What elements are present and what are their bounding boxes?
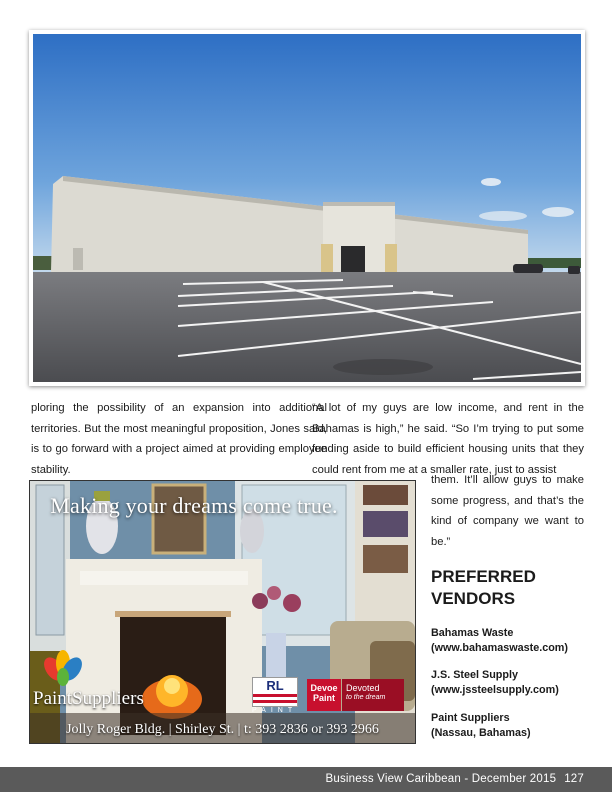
paint-suppliers-name: PaintSuppliers bbox=[33, 688, 144, 709]
devoted-label: Devoted bbox=[346, 683, 380, 693]
vendor-paint-suppliers bbox=[431, 711, 531, 741]
page-footer bbox=[0, 767, 612, 792]
paint-suppliers-logo-icon bbox=[40, 649, 86, 687]
warehouse-photo bbox=[33, 34, 581, 382]
rl-paint-subtext: PAINT bbox=[252, 707, 298, 714]
publication-name: Business View Caribbean - December 2015 bbox=[325, 773, 557, 785]
ad-address-line: Jolly Roger Bldg. | Shirley St. | t: 393 2836 or 393 2966 bbox=[66, 722, 379, 737]
ad-headline: Making your dreams come true. bbox=[50, 493, 338, 518]
vendors-heading-line-1: PREFERRED bbox=[431, 567, 536, 586]
article-column-2-continued: them. It’ll allow guys to make some progress, and that’s the kind of company we want to be.” bbox=[431, 474, 584, 548]
warehouse-photo-frame bbox=[29, 30, 585, 386]
vendor-name: J.S. Steel Supply bbox=[431, 669, 519, 681]
article-column-2: “A lot of my guys are low income, and rent in the Bahamas is high,” he said. “So I’m trying to put some funding aside to build efficient housing units that they could rent from me at a smaller rate, just to assist bbox=[312, 402, 584, 476]
devoted-tagline bbox=[342, 679, 404, 711]
vendor-js-steel-supply bbox=[431, 668, 559, 698]
vendor-location: (Nassau, Bahamas) bbox=[431, 727, 531, 739]
vendor-link[interactable]: (www.bahamaswaste.com) bbox=[431, 642, 569, 654]
vendor-link[interactable]: (www.jssteelsupply.com) bbox=[431, 684, 559, 696]
vendors-heading-line-2: VENDORS bbox=[431, 589, 516, 608]
vendor-bahamas-waste bbox=[431, 626, 568, 656]
vendor-name: Paint Suppliers bbox=[431, 712, 510, 724]
footer-text bbox=[326, 773, 584, 785]
rl-logo-text: RL bbox=[266, 678, 284, 693]
preferred-vendors-heading bbox=[431, 566, 536, 610]
page-number: 127 bbox=[564, 773, 584, 785]
devoe-paint-logo: Devoe Paint bbox=[307, 679, 341, 711]
rl-paint-logo bbox=[252, 677, 298, 707]
paint-suppliers-advertisement[interactable] bbox=[29, 480, 416, 744]
devoted-subtext: to the dream bbox=[346, 694, 386, 701]
warehouse-photo-illustration bbox=[33, 34, 581, 382]
article-column-1: ploring the possibility of an expansion into additional territories. But the most meaningful proposition, Jones said, is to go forward with a project aimed at providing employee stability. bbox=[31, 402, 327, 476]
vendor-name: Bahamas Waste bbox=[431, 627, 514, 639]
